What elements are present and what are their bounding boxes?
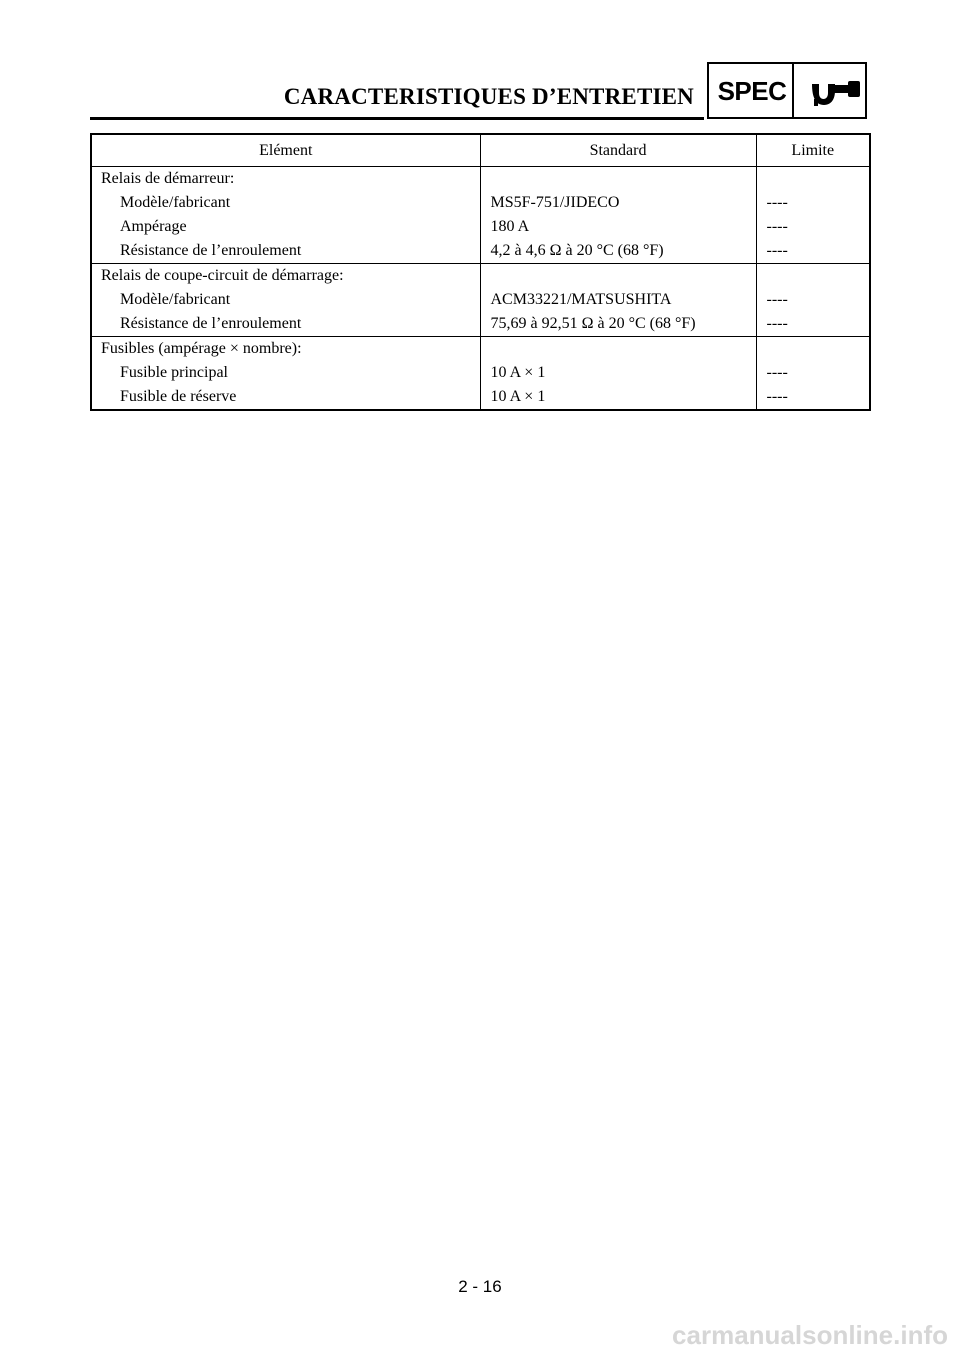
limit-value: ---- (766, 242, 788, 259)
spec-badge-label: SPEC (717, 76, 787, 106)
spec-table (90, 133, 871, 411)
group-heading: Relais de coupe-circuit de démarrage: (101, 267, 344, 284)
item-label: Fusible principal (120, 364, 228, 381)
limit-cell (756, 264, 870, 337)
limit-value: ---- (766, 194, 788, 211)
standard-value: 180 A (490, 218, 530, 235)
table-group-fuses (91, 337, 870, 411)
standard-value: 4,2 à 4,6 Ω à 20 °C (68 °F) (490, 242, 664, 259)
column-header-element: Elément (91, 134, 480, 167)
item-label: Résistance de l’enroulement (120, 315, 302, 332)
limit-value: ---- (766, 218, 788, 235)
item-label: Fusible de réserve (120, 388, 237, 405)
limit-value: ---- (766, 388, 788, 405)
element-cell (91, 264, 480, 337)
table-header-row (91, 134, 870, 167)
limit-value: ---- (766, 315, 788, 332)
limit-value: ---- (766, 364, 788, 381)
standard-value: 10 A × 1 (490, 388, 546, 405)
limit-cell (756, 337, 870, 411)
standard-value: 75,69 à 92,51 Ω à 20 °C (68 °F) (490, 315, 696, 332)
spec-badge (707, 62, 867, 119)
item-label: Modèle/fabricant (120, 194, 231, 211)
item-label: Résistance de l’enroulement (120, 242, 302, 259)
page-title: CARACTERISTIQUES D’ENTRETIEN (283, 84, 694, 109)
standard-value: 10 A × 1 (490, 364, 546, 381)
item-label: Modèle/fabricant (120, 291, 231, 308)
badge-divider (792, 64, 794, 117)
title-underline (90, 117, 704, 120)
wrench-icon (808, 78, 864, 110)
standard-cell (480, 337, 756, 411)
group-heading: Relais de démarreur: (101, 170, 235, 187)
item-label: Ampérage (120, 218, 187, 235)
standard-cell (480, 264, 756, 337)
standard-value: ACM33221/MATSUSHITA (490, 291, 672, 308)
column-header-standard: Standard (480, 134, 756, 167)
limit-cell (756, 167, 870, 264)
limit-value: ---- (766, 291, 788, 308)
table-group-starter-relay (91, 167, 870, 264)
column-header-limit: Limite (756, 134, 870, 167)
table-group-cutoff-relay (91, 264, 870, 337)
page-header (0, 0, 960, 130)
group-heading: Fusibles (ampérage × nombre): (101, 340, 302, 357)
standard-cell (480, 167, 756, 264)
standard-value: MS5F-751/JIDECO (490, 194, 620, 211)
element-cell (91, 337, 480, 411)
element-cell (91, 167, 480, 264)
page-number: 2 - 16 (458, 1277, 502, 1296)
watermark: carmanualsonline.info (672, 1320, 948, 1350)
